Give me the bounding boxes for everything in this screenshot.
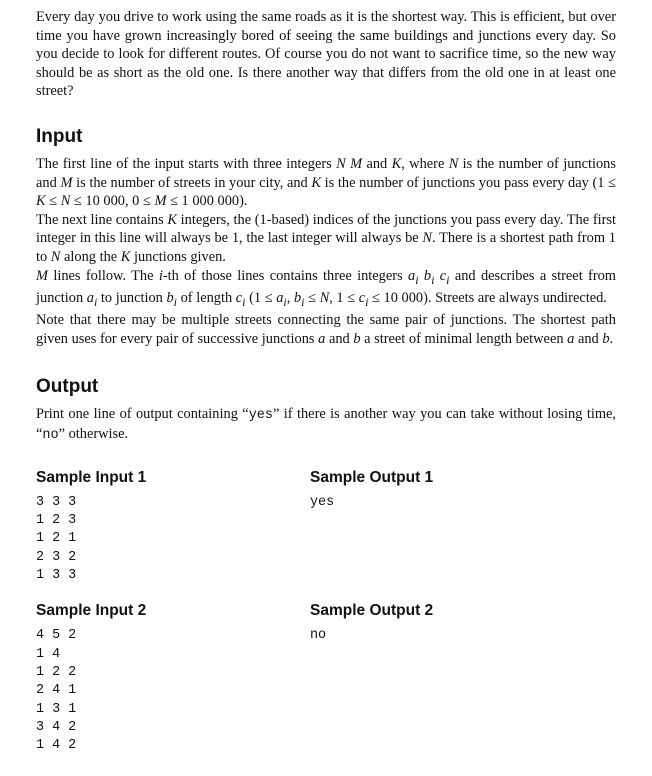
output-heading: Output bbox=[36, 375, 99, 397]
sample-output-1-text: yes bbox=[310, 494, 335, 510]
sample-row-2 bbox=[36, 601, 616, 755]
problem-statement bbox=[36, 8, 616, 755]
sample-input-2 bbox=[36, 601, 310, 755]
samples-section bbox=[36, 468, 616, 756]
sample-output-2-title: Sample Output 2 bbox=[310, 602, 434, 620]
output-paragraph: Print one line of output containing “yes” if there is another way you can take without losing time, “no” otherwise. bbox=[36, 405, 616, 444]
sample-output-1-title: Sample Output 1 bbox=[310, 468, 434, 486]
intro-paragraph: Every day you drive to work using the same roads as it is the shortest way. This is efficient, but over time you have grown increasingly bored of seeing the same buildings and junctions every day. So you decide to look for different routes. Of course you do not want to sacrifice time, so the new way should be as short as the old one. Is there another way that differs from the old one in at least one street? bbox=[36, 9, 616, 100]
sample-row-1 bbox=[36, 468, 616, 585]
input-heading: Input bbox=[36, 125, 83, 147]
sample-output-1 bbox=[310, 468, 616, 585]
sample-output-2 bbox=[310, 601, 616, 755]
input-paragraph-1: The first line of the input starts with three integers N M and K, where N is the number of junctions and M is the number of streets in your city, and K is the number of junctions you pass every day (1 ≤ K ≤ N ≤ 10 000, 0 ≤ M ≤ 1 000 000). The next line contains K integers, the (1-based) indices of the junctions you pass every day. The first integer in this line will always be 1, the last integer will always be N. There is a shortest path from 1 to N along the K junctions given. M lines follow. The i-th of those lines contains three integers $a_i$ $b_i$ $c_i$ and describes a street from junction $a_i$ to junction $b_i$ of length $c_i$ ($1 \le a_i$, $b_i \le N$, $1 \le c_i \le 10$ 000). Streets are always undirected. Note that there may be multiple streets connecting the same pair of junctions. The shortest path given uses for every pair of successive junctions a and b a street of minimal length between a and b. bbox=[36, 155, 617, 348]
sample-input-2-title: Sample Input 2 bbox=[36, 602, 147, 620]
sample-input-1-title: Sample Input 1 bbox=[36, 468, 147, 486]
sample-input-1 bbox=[36, 468, 310, 585]
sample-input-1-text: 3 3 3 1 2 3 1 2 1 2 3 2 1 3 3 bbox=[36, 494, 77, 584]
sample-input-2-text: 4 5 2 1 4 1 2 2 2 4 1 1 3 1 3 4 2 1 4 2 bbox=[36, 628, 77, 754]
sample-output-2-text: no bbox=[310, 628, 327, 644]
